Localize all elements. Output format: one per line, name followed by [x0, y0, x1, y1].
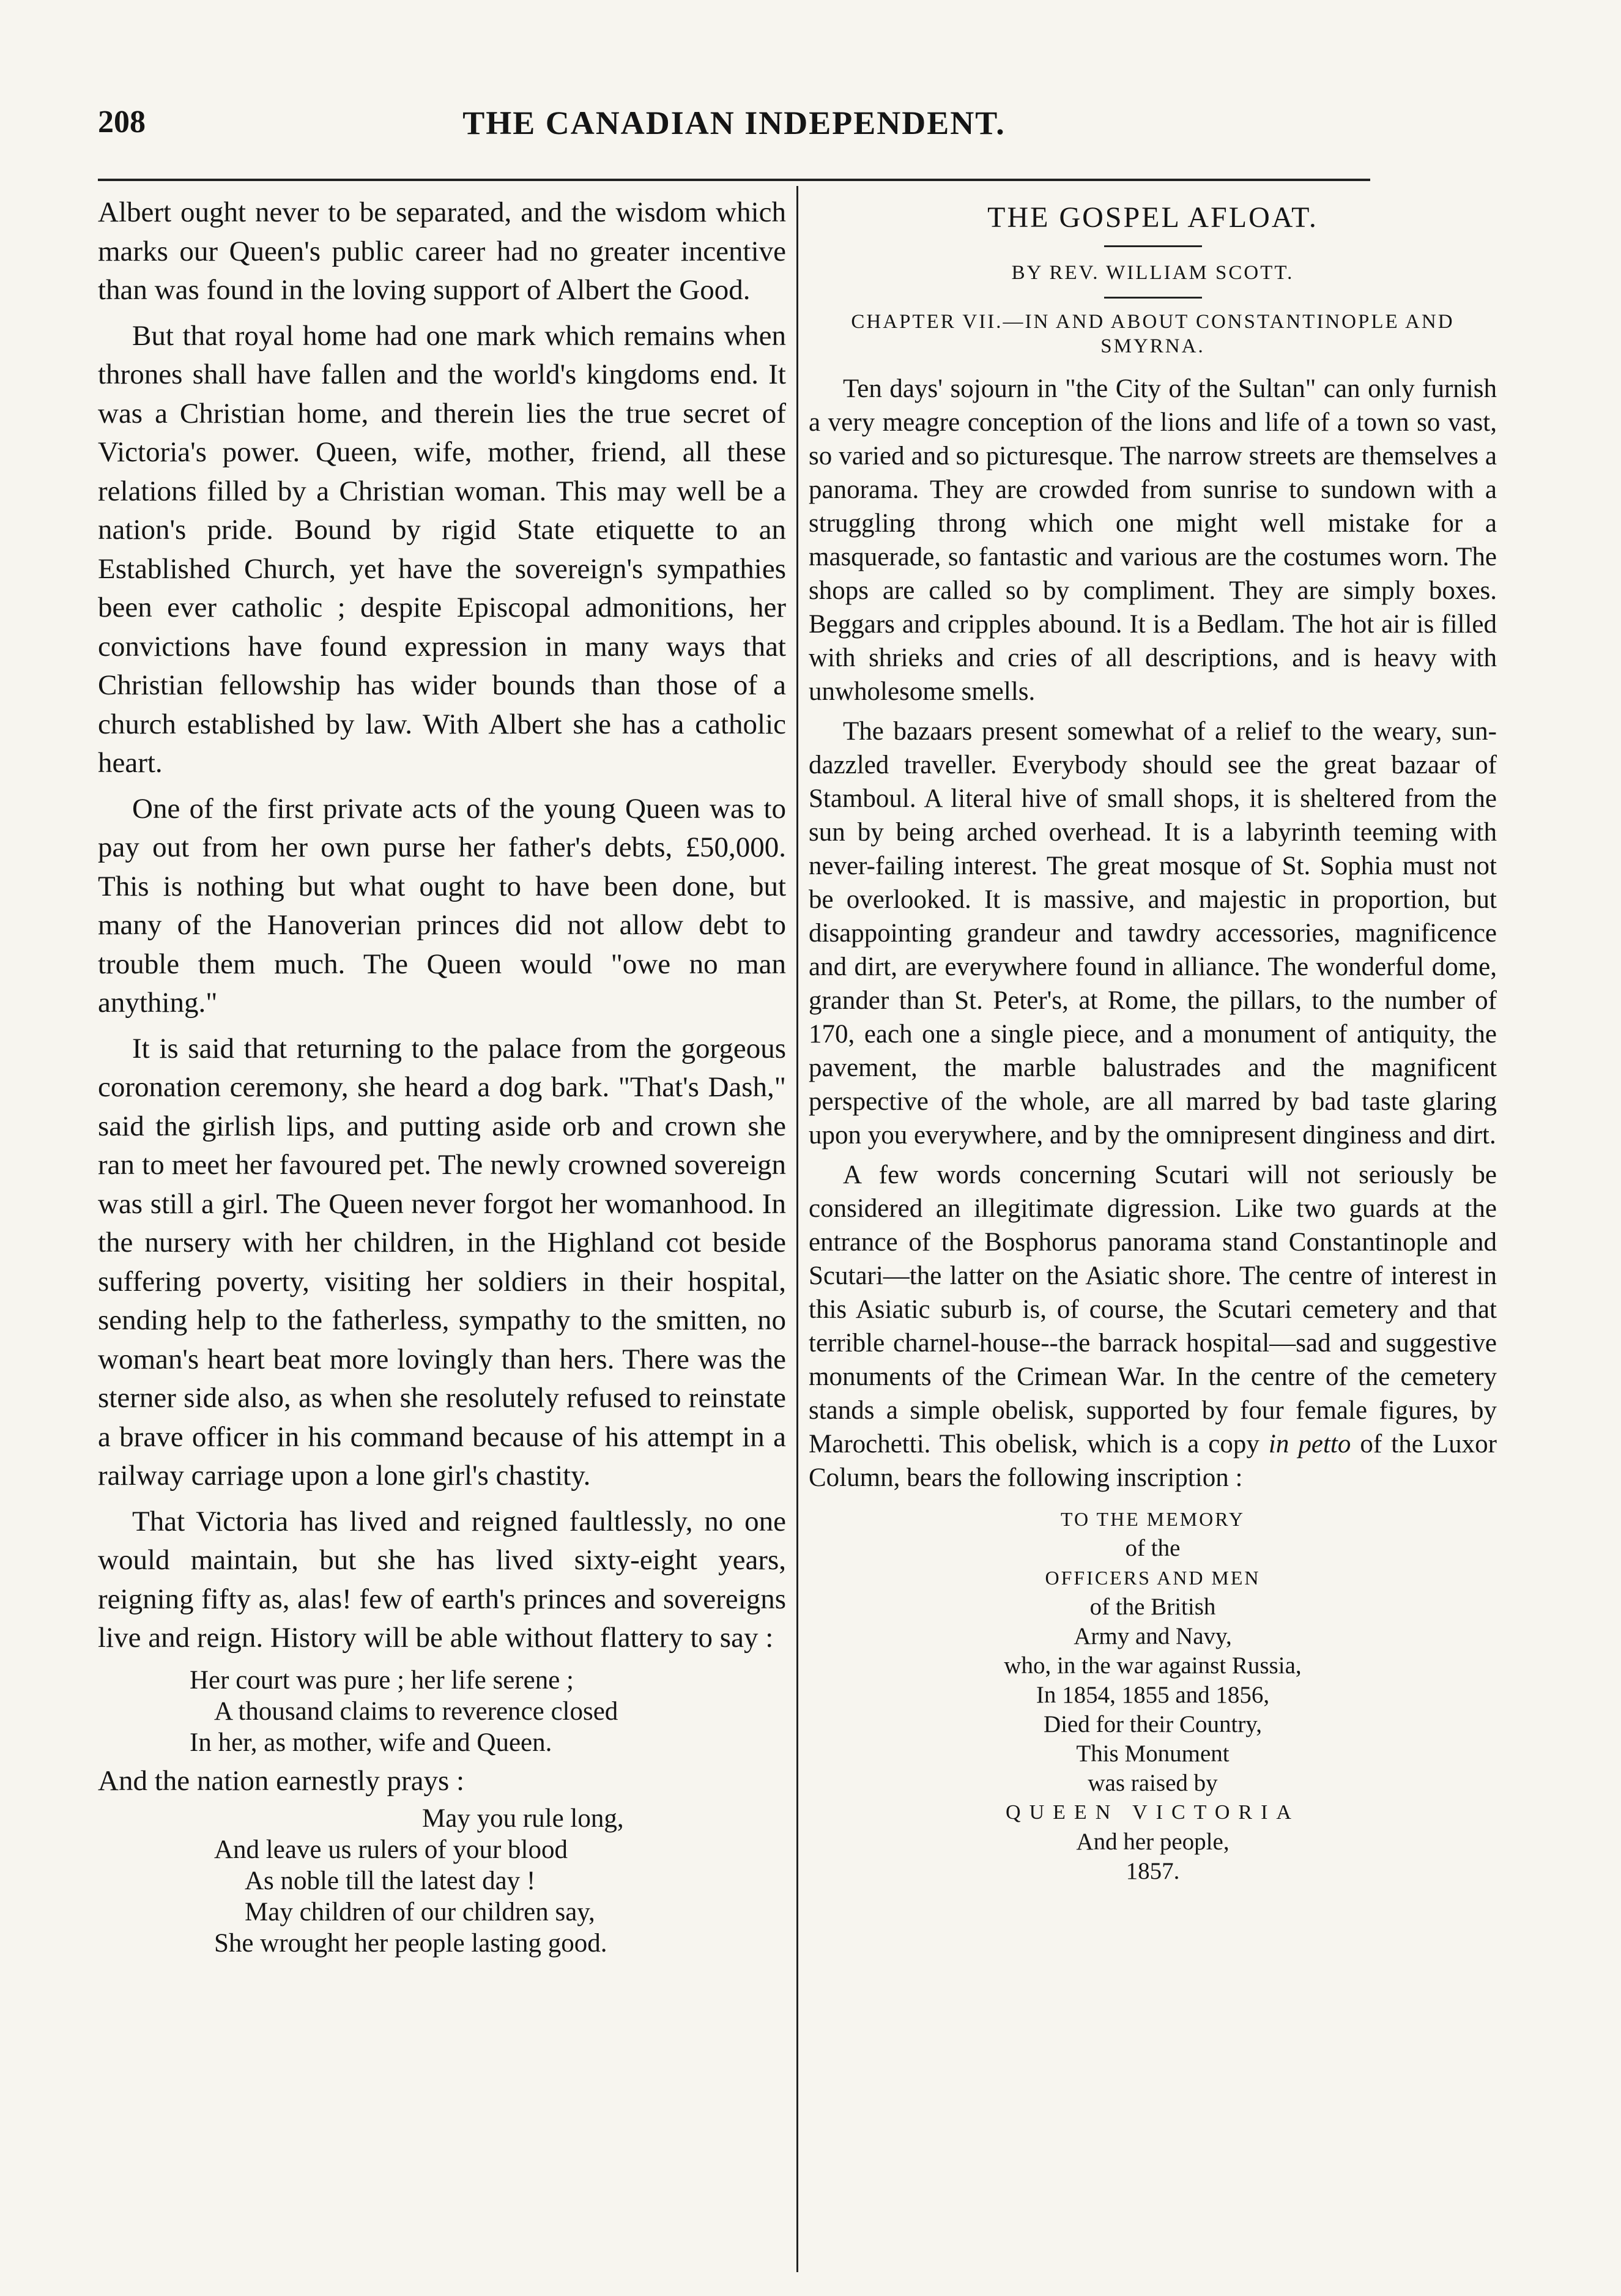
page-header	[98, 104, 1370, 159]
right-column	[809, 193, 1497, 1886]
inscription-line: QUEEN VICTORIA	[1006, 1801, 1300, 1824]
article-title: THE GOSPEL AFLOAT.	[987, 201, 1318, 234]
verse-line: May you rule long,	[422, 1804, 624, 1833]
paragraph-text: of the Luxor Column, bears the following inscription :	[809, 1430, 1497, 1492]
verse-line: Her court was pure ; her life serene ;	[190, 1665, 574, 1695]
inscription-line: TO THE MEMORY	[1061, 1508, 1245, 1530]
inscription-line: OFFICERS AND MEN	[1045, 1567, 1261, 1589]
byline: BY REV. WILLIAM SCOTT.	[1011, 262, 1294, 284]
italic-phrase: in petto	[1268, 1430, 1351, 1458]
paragraph: But that royal home had one mark which remains when thrones shall have fallen and the world's kingdoms end. It was a Christian home, and therein lies the true secret of Victoria's power. Queen, wife, mother, friend, all these relations filled by a Christian woman. This may well be a nation's pride. Bound by rigid State etiquette to an Established Church, yet have the sovereign's sympathies been ever catholic ; despite Episcopal admonitions, her convictions have found expression in many ways that Christian fellowship has wider bounds than those of a church established by law. With Albert she has a catholic heart.	[98, 319, 786, 779]
paragraph: The bazaars present somewhat of a relief to the weary, sun-dazzled traveller. Everybody should see the great bazaar of Stamboul. A literal hive of small shops, it is sheltered from the sun by being arched overhead. It is a labyrinth teeming with never-failing interest. The great mosque of St. Sophia must not be overlooked. It is massive, and majestic in proportion, but disappointing grandeur and tawdry accessories, magnificence and dirt, are everywhere found in alliance. The wonderful dome, grander than St. Peter's, at Rome, the pillars, to the number of 170, each one a single piece, and a monument of antiquity, the pavement, the marble balustrades and the magnificent perspective of the whole, are all marred by bad taste glaring upon you everywhere, and by the omnipresent dinginess and dirt.	[809, 717, 1497, 1150]
inscription-line: Army and Navy,	[1074, 1623, 1232, 1649]
inscription-line: This Monument	[1076, 1741, 1230, 1767]
verse-line: May children of our children say,	[245, 1897, 595, 1926]
paragraph	[809, 1158, 1497, 1495]
header-rule	[98, 179, 1370, 181]
inscription-line: of the British	[1089, 1594, 1216, 1620]
verse-stanza-1	[98, 1665, 786, 1758]
inscription-line: was raised by	[1088, 1770, 1218, 1796]
inscription-line: Died for their Country,	[1043, 1711, 1263, 1737]
verse-stanza-2	[98, 1803, 786, 1959]
paragraph: One of the first private acts of the young Queen was to pay out from her own purse her father's debts, £50,000. This is nothing but what ought to have been done, but many of the Hanoverian princes did not allow debt to trouble them much. The Queen would "owe no man anything."	[98, 792, 786, 1019]
byline-rule	[1104, 297, 1202, 299]
verse-line: In her, as mother, wife and Queen.	[190, 1728, 552, 1757]
inscription-line: who, in the war against Russia,	[1004, 1652, 1302, 1679]
paragraph: Ten days' sojourn in "the City of the Sultan" can only furnish a very meagre conception of the lions and life of a town so vast, so varied and so picturesque. The narrow streets are themselves a panorama. They are crowded from sunrise to sundown with a struggling throng which one might well mistake for a masquerade, so fantastic and various are the costumes worn. The shops are called so by compliment. They are simply boxes. Beggars and cripples abound. It is a Bedlam. The hot air is filled with shrieks and cries of all descriptions, and is heavy with unwholesome smells.	[809, 374, 1497, 706]
verse-line: As noble till the latest day !	[245, 1866, 536, 1895]
verse-line: And leave us rulers of your blood	[214, 1835, 568, 1864]
inscription-line: of the	[1125, 1535, 1181, 1561]
page-number: 208	[98, 105, 146, 139]
journal-title: THE CANADIAN INDEPENDENT.	[462, 105, 1006, 141]
paragraph: It is said that returning to the palace from the gorgeous coronation ceremony, she heard a dog bark. "That's Dash," said the girlish lips, and putting aside orb and crown she ran to meet her favoured pet. The newly crowned sovereign was still a girl. The Queen never forgot her womanhood. In the nursery with her children, in the Highland cot beside suffering poverty, visiting her soldiers in their hospital, sending help to the fatherless, sympathy to the smitten, no woman's heart beat more lovingly than hers. There was the sterner side also, as when she resolutely refused to reinstate a brave officer in his command because of his attempt in a railway carriage upon a lone girl's chastity.	[98, 1032, 786, 1492]
verse-line: She wrought her people lasting good.	[214, 1928, 607, 1958]
column-divider	[796, 186, 798, 2272]
monument-inscription	[809, 1504, 1497, 1886]
title-rule	[1104, 245, 1202, 247]
paragraph: Albert ought never to be separated, and the wisdom which marks our Queen's public career had no greater incentive than was found in the loving support of Albert the Good.	[98, 196, 786, 306]
paragraph: That Victoria has lived and reigned faultlessly, no one would maintain, but she has lived sixty-eight years, reigning fifty as, alas! few of earth's princes and sovereigns live and reign. History will be able without flattery to say :	[98, 1505, 786, 1654]
inscription-line: 1857.	[1126, 1858, 1180, 1884]
inscription-line: And her people,	[1076, 1829, 1230, 1855]
verse-line: A thousand claims to reverence closed	[214, 1696, 618, 1726]
paragraph-text: A few words concerning Scutari will not seriously be considered an illegitimate digression. Like two guards at the entrance of the Bosphorus panorama stand Constantinople and Scutari—the latter on the Asiatic shore. The centre of interest in this Asiatic suburb is, of course, the Scutari cemetery and that terrible charnel-house--the barrack hospital—sad and suggestive monuments of the Crimean War. In the centre of the cemetery stands a simple obelisk, supported by four female figures, by Marochetti. This obelisk, which is a copy	[809, 1161, 1497, 1458]
verse-intro: And the nation earnestly prays :	[98, 1764, 465, 1797]
chapter-heading: CHAPTER VII.—IN AND ABOUT CONSTANTINOPLE AND SMYRNA.	[851, 311, 1455, 357]
inscription-line: In 1854, 1855 and 1856,	[1036, 1682, 1270, 1708]
left-column	[98, 193, 786, 1963]
